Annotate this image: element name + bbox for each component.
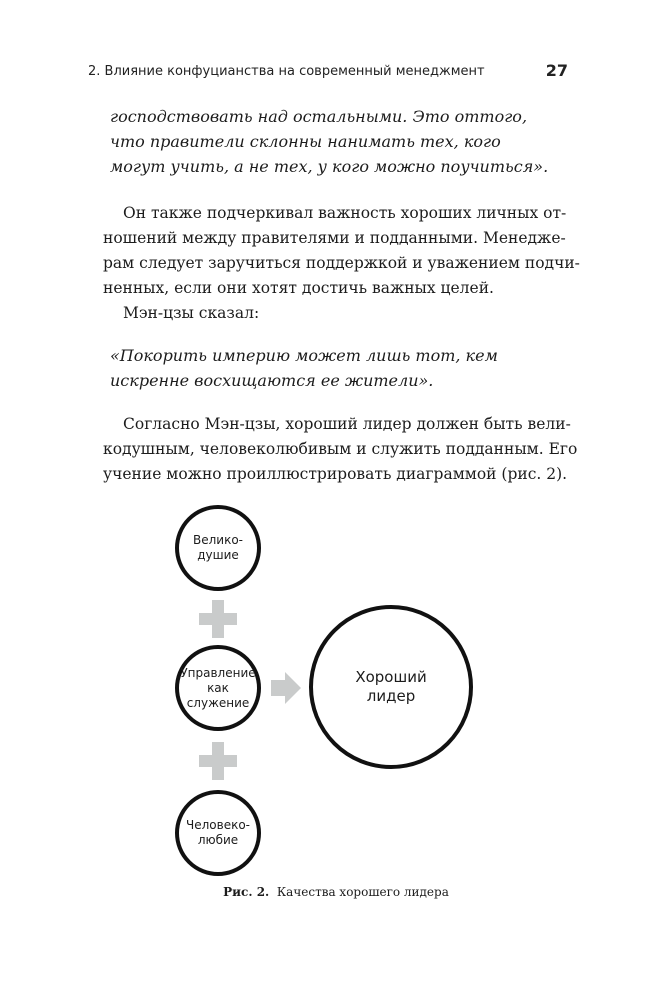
figure-label: Рис. 2. [223, 885, 270, 899]
paragraph-line: кодушным, человеколюбивым и служить подданным. Его [103, 440, 578, 458]
quote-line: искренне восхищаются ее жители». [110, 371, 434, 390]
paragraph-line: Мэн-цзы сказал: [123, 304, 260, 322]
node-label-line: Хороший [355, 668, 427, 686]
paragraph-line: ношений между правителями и подданными. Менедже- [103, 229, 566, 247]
node-good-leader [309, 605, 473, 769]
node-humanity [175, 790, 261, 876]
node-label-line: Человеко- [186, 818, 250, 832]
quote-line: господствовать над остальными. Это оттого, [110, 107, 528, 126]
arrow-right-icon [271, 672, 301, 704]
paragraph-line: учение можно проиллюстрировать диаграммой (рис. 2). [103, 465, 568, 483]
paragraph-line: Согласно Мэн-цзы, хороший лидер должен быть вели- [123, 415, 571, 433]
node-label-line: Управление [180, 665, 256, 680]
quote-line: что правители склонны нанимать тех, кого [110, 132, 501, 151]
running-header [88, 61, 568, 80]
node-label-line: Велико- [192, 533, 243, 547]
running-title: 2. Влияние конфуцианства на современный менеджмент [88, 64, 485, 79]
figure-caption [0, 885, 672, 899]
node-magnanimity [175, 505, 261, 591]
paragraph-line: рам следует заручиться поддержкой и уважением подчи- [103, 254, 580, 272]
node-label-line: любие [197, 833, 239, 847]
quote-line: могут учить, а не тех, у кого можно поучиться». [110, 157, 549, 176]
plus-icon [199, 600, 237, 638]
node-leadership-as-service [175, 645, 261, 731]
quote-line: «Покорить империю может лишь тот, кем [110, 346, 498, 365]
page-number: 27 [545, 61, 568, 80]
paragraph-2 [103, 412, 578, 487]
paragraph-line: ненных, если они хотят достичь важных целей. [103, 279, 494, 297]
node-label-line: служение [186, 695, 250, 710]
node-label-line: как [207, 680, 229, 695]
quote-block-2 [110, 343, 550, 393]
node-label-line: душие [197, 548, 239, 562]
plus-icon [199, 742, 237, 780]
figure-caption-text: Качества хорошего лидера [276, 885, 449, 899]
paragraph-line: Он также подчеркивал важность хороших личных от- [123, 204, 567, 222]
paragraph-1 [103, 201, 580, 326]
node-label-line: лидер [366, 687, 416, 705]
quote-block-1 [110, 104, 550, 179]
